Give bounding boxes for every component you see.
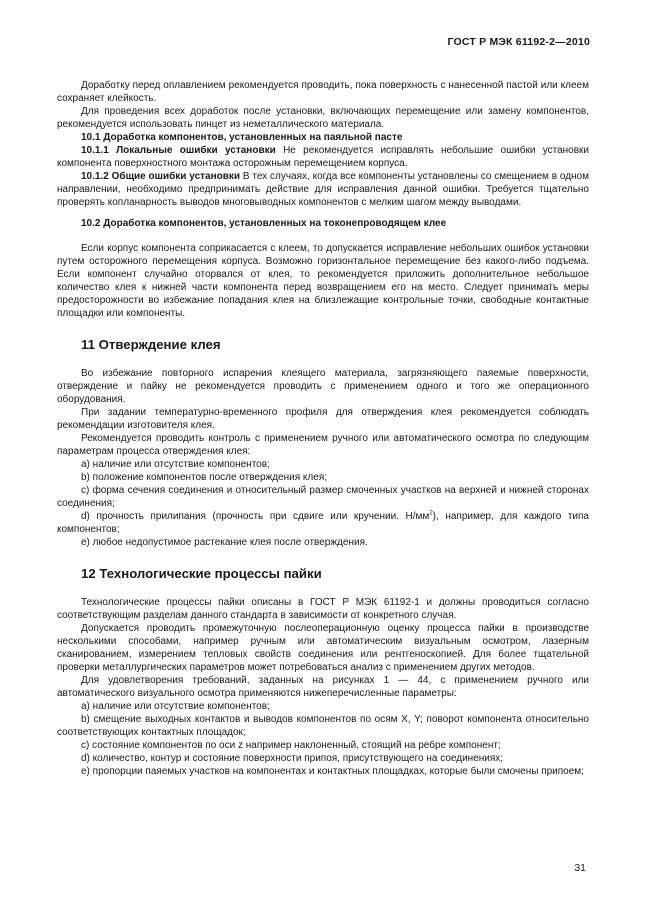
list-item: d) количество, контур и состояние поверхности припоя, присутствующего на соединениях; [81, 753, 504, 764]
clause-text: В тех случаях, когда все компоненты установлены со смещением в одном направлении, необходимо предпринимать действие для исправления данной ошибки. Требуется тщательно проверять копланарность выводов многовыводных компонентов с мелким шагом между выводами. [57, 171, 589, 208]
paragraph: Технологические процессы пайки описаны в ГОСТ Р МЭК 61192-1 и должны проводиться согласно соответствующим разделам данного стандарта в зависимости от конкретного случая. [57, 597, 589, 621]
subsection-heading-10-2: 10.2 Доработка компонентов, установленных на токонепроводящем клее [81, 218, 447, 229]
paragraph: Допускается проводить промежуточную послеоперационную оценку процесса пайки в производстве несколькими способами, например ручным или автоматическим визуальным осмотром, лазерным сканированием, измерением тепловых свойств соединения или рентгеноскопией. Для более тщательной проверки металлургических параметров может потребоваться анализ с применением других методов. [57, 623, 589, 673]
list-item: c) форма сечения соединения и относительный размер смоченных участков на верхней и нижней сторонах соединения; [57, 485, 589, 509]
paragraph: Рекомендуется проводить контроль с применением ручного или автоматического осмотра по следующим параметрам процесса отверждения клея: [57, 433, 589, 457]
paragraph: Если корпус компонента соприкасается с клеем, то допускается исправление небольших ошибок установки путем осторожного перемещения корпуса. Возможно горизонтальное перемещение без какого-либо подъема. Если компонент случайно оторвался от клея, то рекомендуется приложить дополнительное небольшое количество клея к нижней части компонента перед возвращением его на место. Следует принимать меры предосторожности во избежание попадания клея на близлежащие контрольные точки, свободные контактные площадки или компоненты. [57, 243, 589, 319]
clause-text: Не рекомендуется исправлять небольшие ошибки установки компонента поверхностного монтажа осторожным перемещением корпуса. [57, 145, 589, 169]
paragraph: Для проведения всех доработок после установки, включающих перемещение или замену компонентов, рекомендуется использовать пинцет из неметаллического материала. [57, 106, 589, 130]
list-item: e) пропорции паяемых участков на компонентах и контактных площадках, которые были смочены припоем; [81, 766, 584, 777]
list-item: a) наличие или отсутствие компонентов; [81, 701, 270, 712]
paragraph: Для удовлетворения требований, заданных на рисунках 1 — 44, с применением ручного или автоматического визуального осмотра применяются нижеперечисленные параметры: [57, 675, 589, 699]
list-item: b) положение компонентов после отверждения клея; [81, 472, 328, 483]
list-item: b) смещение выходных контактов и выводов компонентов по осям X, Y; поворот компонента относительно соответствующих контактных площадок; [57, 714, 589, 738]
clause-label: 10.1.2 Общие ошибки установки [81, 171, 241, 182]
section-heading-12: 12 Технологические процессы пайки [81, 566, 322, 581]
list-item-text: d) прочность прилипания (прочность при сдвиге или кручении. Н/мм [81, 511, 430, 522]
subsection-heading-10-1: 10.1 Доработка компонентов, установленных на паяльной пасте [81, 132, 403, 143]
page-body [57, 79, 589, 778]
paragraph-10-1-2 [57, 170, 589, 209]
list-item: c) состояние компонентов по оси z например наклоненный, стоящий на ребре компонент; [81, 740, 501, 751]
paragraph: Во избежание повторного испарения клеящего материала, загрязняющего паяемые поверхности, отверждение и пайку не рекомендуется проводить с применением одного и того же операционного оборудования. [57, 368, 589, 405]
paragraph-10-1-1 [57, 144, 589, 170]
list-item [57, 510, 589, 536]
list-item-text: ), например, для каждого типа компонентов; [57, 511, 589, 535]
page-number: 31 [574, 862, 586, 874]
paragraph: Доработку перед оплавлением рекомендуется проводить, пока поверхность с нанесенной пастой или клеем сохраняет клейкость. [57, 80, 589, 104]
list-item: a) наличие или отсутствие компонентов; [81, 459, 270, 470]
section-heading-11: 11 Отверждение клея [81, 337, 221, 352]
superscript: 2 [429, 510, 433, 517]
list-item: e) любое недопустимое растекание клея после отверждения. [81, 537, 368, 548]
document-header: ГОСТ Р МЭК 61192-2—2010 [447, 36, 590, 48]
paragraph: При задании температурно-временного профиля для отверждения клея рекомендуется соблюдать рекомендации изготовителя клея. [57, 407, 589, 431]
clause-label: 10.1.1 Локальные ошибки установки [81, 145, 276, 156]
